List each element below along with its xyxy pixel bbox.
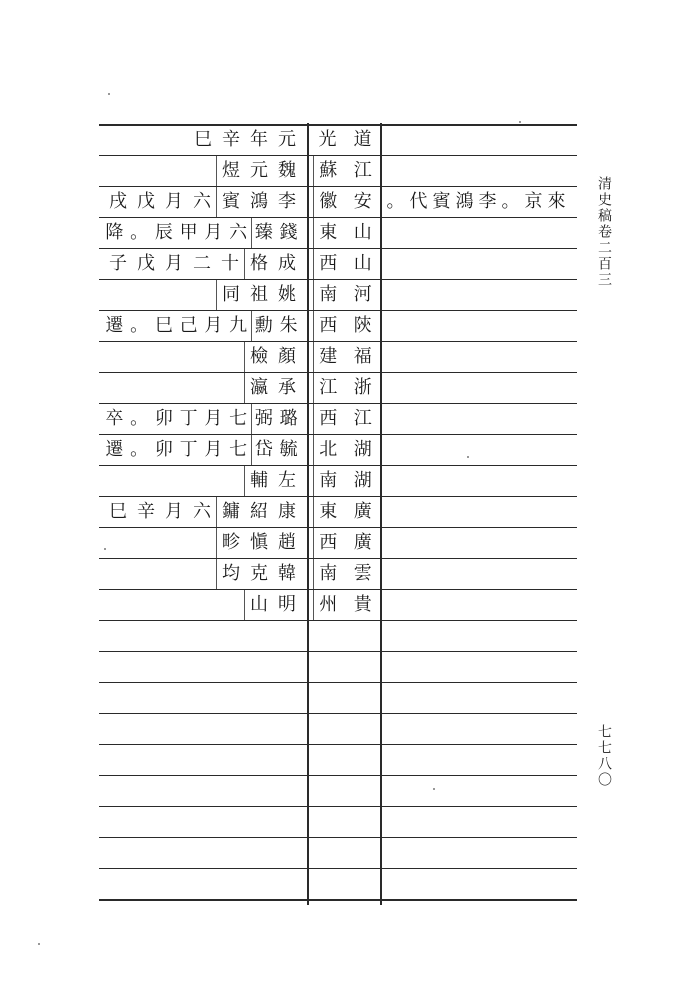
row-rule [99,620,577,621]
event-char: 丁 [179,439,198,460]
governor-char: 朱 [279,315,298,336]
event-char: 月 [165,191,183,212]
char: 南 [313,280,342,310]
province-cell [310,404,380,434]
event-char: 遷 [105,315,124,336]
char: 陝 [353,315,372,336]
speck [467,456,469,458]
governor-cell [102,404,307,434]
province-cell [310,559,380,589]
governor-char: 煜 [216,156,245,186]
province-cell [310,373,380,403]
governor-char: 姚 [278,284,296,305]
char: 貴 [353,594,372,615]
province-cell [310,280,380,310]
governor-char: 顏 [278,346,296,367]
header-province [310,125,380,155]
event-char: 子 [109,253,127,274]
event-char: 戊 [137,191,155,212]
event-char: 六 [193,501,211,522]
province-cell [310,590,380,620]
event-char: 甲 [179,222,198,243]
header-year [102,125,307,155]
char: 浙 [353,377,372,398]
char: 。 [501,191,520,212]
row-rule [99,713,577,714]
char: 西 [313,249,342,279]
governor-cell [102,435,307,465]
event-char: 降 [105,222,124,243]
province-cell [310,218,380,248]
governor-char: 元 [250,160,268,181]
province-cell [310,187,380,217]
governor-char: 畛 [216,528,245,558]
province-cell [310,342,380,372]
province-cell [310,466,380,496]
governor-char: 韓 [278,563,296,584]
event-char: 月 [204,222,223,243]
char: 江 [313,373,342,403]
governor-char: 鴻 [250,191,268,212]
char: 建 [313,342,342,372]
province-cell [310,249,380,279]
governor-char: 紹 [250,501,268,522]
char: 李 [478,191,497,212]
event-char: 月 [204,315,223,336]
governor-char: 勳 [251,311,277,341]
char: 山 [353,222,372,243]
province-cell [310,497,380,527]
governor-cell [102,590,307,620]
governor-char: 成 [278,253,296,274]
governor-char: 同 [216,280,245,310]
governor-char: 魏 [278,160,296,181]
event-char: 辛 [137,501,155,522]
event-char: 。 [130,439,149,460]
governor-char: 愼 [250,532,268,553]
event-char: 七 [229,439,248,460]
event-char: 九 [229,315,248,336]
governor-char: 祖 [250,284,268,305]
governor-cell [102,497,307,527]
char: 江 [353,408,372,429]
event-char: 卯 [154,408,173,429]
event-char: 月 [165,253,183,274]
event-char: 十 [221,253,239,274]
governor-char: 均 [216,559,245,589]
char: 廣 [353,501,372,522]
governor-cell [102,466,307,496]
running-head: 清史稿卷二百三 [596,176,612,288]
speck [519,121,521,123]
char: 東 [313,497,342,527]
governor-char: 毓 [279,439,298,460]
char: 江 [353,160,372,181]
province-cell [310,435,380,465]
char: 安 [353,191,372,212]
governor-char: 康 [278,501,296,522]
speck [433,788,435,790]
event-char: 月 [204,408,223,429]
char: 鴻 [455,191,474,212]
province-cell [310,311,380,341]
event-char: 巳 [154,315,173,336]
char: 代 [409,191,428,212]
event-char: 卯 [154,439,173,460]
governor-char: 輔 [244,466,273,496]
char: 河 [353,284,372,305]
governor-char: 岱 [251,435,277,465]
governor-char: 明 [278,594,296,615]
event-char: 丁 [179,408,198,429]
event-char: 。 [130,222,149,243]
char: 道 [353,129,372,150]
speck [104,548,106,550]
governor-cell [102,528,307,558]
governor-char: 賓 [216,187,245,217]
char: 西 [313,311,342,341]
governor-cell [102,187,307,217]
char: 巳 [194,129,212,150]
governor-cell [102,156,307,186]
governor-char: 格 [244,249,273,279]
governor-cell [102,280,307,310]
char: 賓 [432,191,451,212]
row-rule [99,744,577,745]
event-char: 六 [193,191,211,212]
event-char: 七 [229,408,248,429]
event-char: 遷 [105,439,124,460]
province-cell [310,156,380,186]
speck [108,93,110,95]
char: 山 [353,253,372,274]
governor-char: 瀛 [244,373,273,403]
column-rule-left [307,123,309,905]
char: 州 [313,590,342,620]
event-char: 月 [165,501,183,522]
char: 湖 [353,470,372,491]
char: 京 [524,191,543,212]
governor-char: 檢 [244,342,273,372]
governor-char: 山 [244,590,273,620]
row-rule [99,682,577,683]
row-rule [99,806,577,807]
event-char: 戌 [109,191,127,212]
governor-cell [102,218,307,248]
row-rule [99,651,577,652]
governor-cell [102,559,307,589]
governor-cell [102,342,307,372]
char: 來 [547,191,566,212]
governor-char: 趙 [278,532,296,553]
page-number: 七七八〇 [596,724,612,788]
char: 元 [278,129,296,150]
row-rule [99,868,577,869]
char: 南 [313,559,342,589]
speck [38,943,40,945]
province-cell [310,528,380,558]
note-cell [384,187,574,217]
char: 廣 [353,532,372,553]
event-char: 六 [229,222,248,243]
event-char: 辰 [154,222,173,243]
char: 光 [318,129,337,150]
event-char: 。 [130,315,149,336]
row-rule [99,837,577,838]
char: 東 [313,218,342,248]
governor-cell [102,249,307,279]
governor-char: 克 [250,563,268,584]
char: 南 [313,466,342,496]
char: 。 [386,191,405,212]
governor-cell [102,373,307,403]
event-char: 戊 [137,253,155,274]
char: 西 [313,528,342,558]
row-rule [99,775,577,776]
event-char: 卒 [105,408,124,429]
event-char: 。 [130,408,149,429]
governor-char: 承 [278,377,296,398]
char: 年 [250,129,268,150]
event-char: 己 [179,315,198,336]
char: 徽 [313,187,342,217]
governor-char: 左 [278,470,296,491]
char: 福 [353,346,372,367]
row-rule [99,899,577,901]
char: 辛 [222,129,240,150]
event-char: 巳 [109,501,127,522]
char: 雲 [353,563,372,584]
char: 北 [313,435,342,465]
event-char: 月 [204,439,223,460]
governor-char: 弼 [251,404,277,434]
char: 湖 [353,439,372,460]
event-char: 二 [193,253,211,274]
governor-char: 臻 [251,218,277,248]
column-rule-right [380,123,382,905]
governor-char: 璐 [279,408,298,429]
governor-cell [102,311,307,341]
char: 蘇 [313,156,342,186]
governor-char: 李 [278,191,296,212]
char: 西 [313,404,342,434]
governor-char: 錢 [279,222,298,243]
governor-char: 鏞 [216,497,245,527]
